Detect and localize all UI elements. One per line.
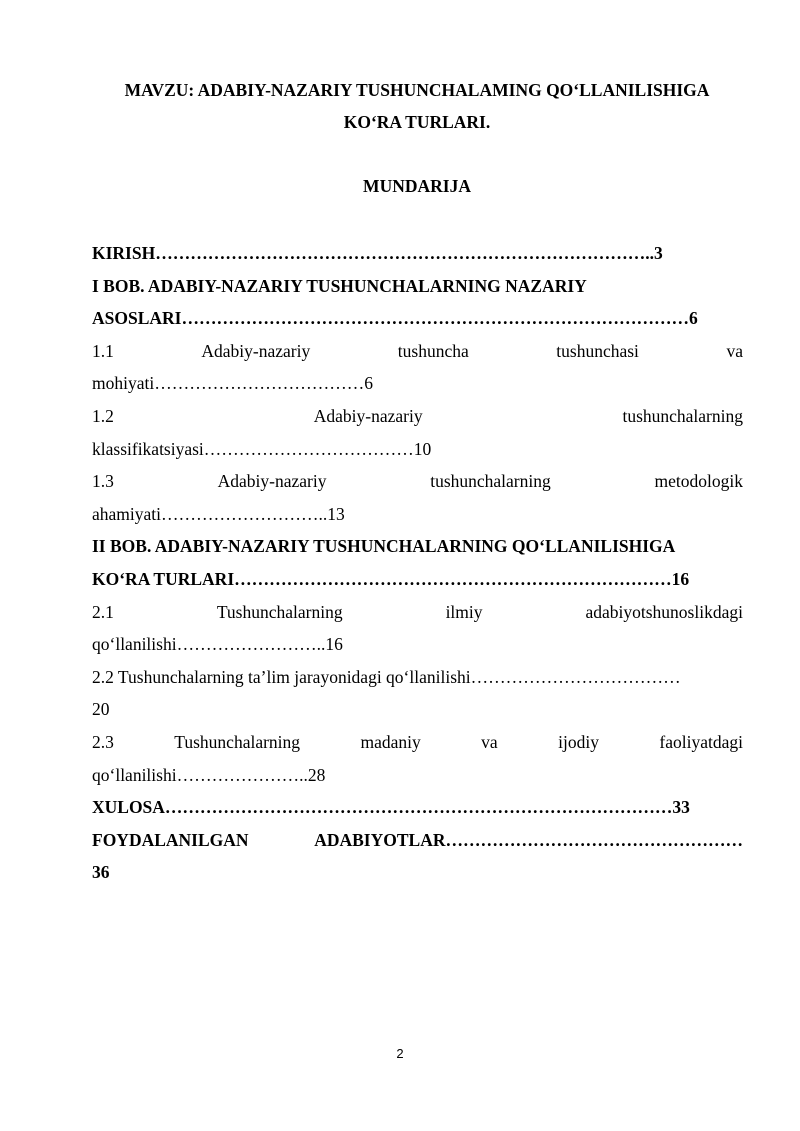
toc-section-1-3[interactable] [92, 465, 743, 498]
toc-word: metodologik [654, 471, 743, 492]
toc-word: tushunchalarning [430, 471, 551, 492]
toc-word: adabiyotshunoslikdagi [585, 601, 743, 622]
toc-entry-conclusion[interactable]: XULOSA……………………………………………………………………………33 [92, 797, 690, 818]
toc-word: 2.3 [92, 731, 114, 752]
toc-entry-references[interactable] [92, 824, 743, 857]
toc-section-2-2[interactable]: 2.2 Tushunchalarning ta’lim jarayonidagi qo‘llanilishi……………………………… [92, 666, 681, 687]
toc-word: tushunchalarning [622, 405, 743, 426]
toc-section-1-1-page[interactable]: mohiyati………………………………6 [92, 373, 373, 394]
toc-section-1-1[interactable] [92, 335, 743, 368]
toc-word: faoliyatdagi [659, 731, 743, 752]
toc-word: 2.1 [92, 601, 114, 622]
toc-word: Tushunchalarning [216, 601, 343, 622]
toc-word: Adabiy-nazariy [217, 471, 327, 492]
title-line-2: KO‘RA TURLARI. [343, 112, 491, 132]
toc-word: tushuncha [397, 340, 469, 361]
toc-word: FOYDALANILGAN [92, 829, 249, 850]
toc-word: ADABIYOTLAR…………………………………………… [314, 829, 743, 850]
toc-section-2-2-page[interactable]: 20 [92, 699, 110, 720]
toc-chapter-2-line-1[interactable]: II BOB. ADABIY-NAZARIY TUSHUNCHALARNING QO‘LLANILISHIGA [92, 536, 676, 557]
toc-word: ilmiy [445, 601, 483, 622]
toc-word: Adabiy-nazariy [313, 405, 423, 426]
table-of-contents [92, 237, 743, 889]
toc-word: Adabiy-nazariy [201, 340, 311, 361]
page-number: 2 [396, 1046, 404, 1061]
contents-heading: MUNDARIJA [363, 176, 471, 196]
toc-section-1-2[interactable] [92, 400, 743, 433]
title-line-1: MAVZU: ADABIY-NAZARIY TUSHUNCHALAMING QO‘LLANILISHIGA [124, 80, 710, 100]
toc-section-2-3[interactable] [92, 726, 743, 759]
toc-chapter-1-line-2[interactable]: ASOSLARI……………………………………………………………………………6 [92, 308, 698, 329]
toc-word: Tushunchalarning [174, 731, 301, 752]
toc-chapter-1-line-1[interactable]: I BOB. ADABIY-NAZARIY TUSHUNCHALARNING NAZARIY [92, 275, 587, 296]
toc-word: va [481, 731, 498, 752]
toc-section-2-1-page[interactable]: qo‘llanilishi……………………..16 [92, 634, 343, 655]
toc-entry-intro[interactable]: KIRISH…………………………………………………………………………..3 [92, 243, 663, 263]
toc-word: 1.3 [92, 471, 114, 492]
toc-word: tushunchasi [556, 340, 639, 361]
toc-word: 1.2 [92, 405, 114, 426]
toc-section-1-2-page[interactable]: klassifikatsiyasi………………………………10 [92, 438, 432, 459]
toc-word: ijodiy [558, 731, 599, 752]
toc-entry-references-page[interactable]: 36 [92, 862, 110, 883]
toc-word: madaniy [360, 731, 421, 752]
toc-word: 1.1 [92, 340, 114, 361]
toc-section-2-1[interactable] [92, 596, 743, 629]
toc-section-2-3-page[interactable]: qo‘llanilishi…………………..28 [92, 764, 326, 785]
toc-word: va [726, 340, 743, 361]
toc-chapter-2-line-2[interactable]: KO‘RA TURLARI…………………………………………………………………16 [92, 568, 690, 589]
document-title [92, 74, 742, 138]
toc-section-1-3-page[interactable]: ahamiyati………………………..13 [92, 503, 345, 524]
